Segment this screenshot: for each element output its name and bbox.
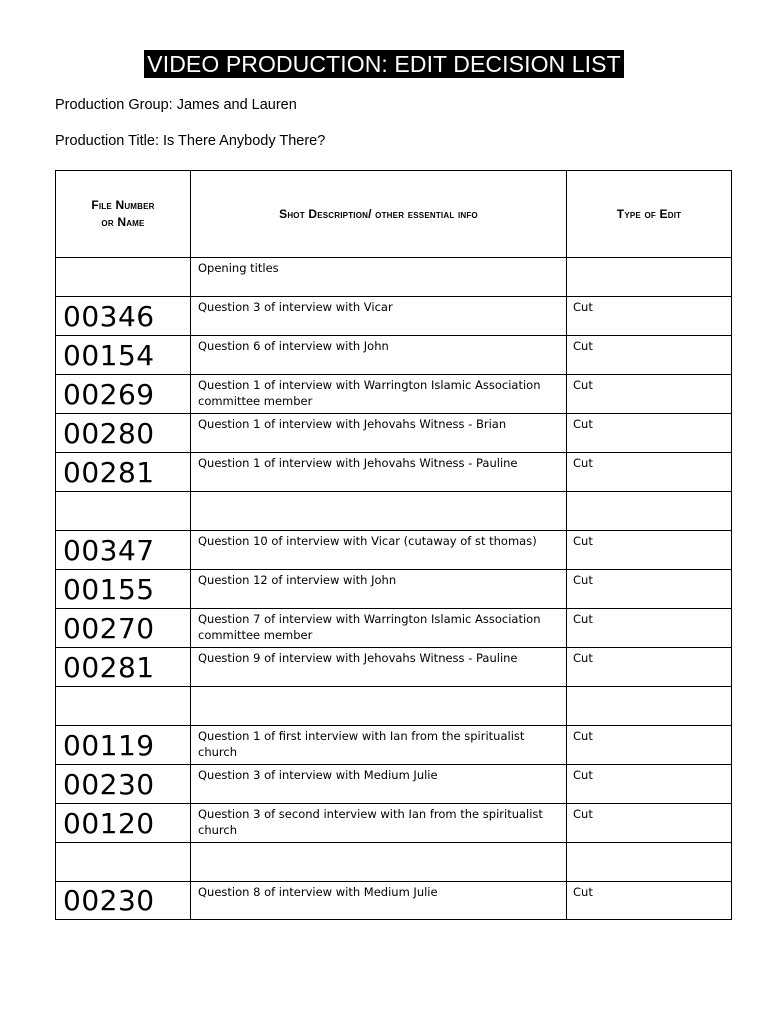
file-number-cell: [56, 843, 191, 882]
type-of-edit-cell: Cut: [567, 570, 732, 609]
header-shot-description: Shot Description/ other essential info: [191, 171, 567, 258]
type-of-edit-cell: [567, 843, 732, 882]
table-row: [56, 453, 732, 492]
file-number-cell: 00120: [56, 804, 191, 843]
file-number-cell: 00270: [56, 609, 191, 648]
shot-description-cell: Question 8 of interview with Medium Julie: [191, 882, 567, 920]
table-row: [56, 492, 732, 531]
file-number-cell: [56, 687, 191, 726]
table-row: [56, 648, 732, 687]
table-body: [56, 258, 732, 920]
production-group: Production Group: James and Lauren: [55, 97, 297, 113]
type-of-edit-cell: Cut: [567, 453, 732, 492]
shot-description-cell: Question 1 of interview with Jehovahs Witness - Brian: [191, 414, 567, 453]
title-wrap: [0, 50, 768, 78]
table-row: [56, 570, 732, 609]
shot-description-cell: [191, 687, 567, 726]
file-number-cell: 00154: [56, 336, 191, 375]
table-row: [56, 765, 732, 804]
type-of-edit-cell: Cut: [567, 882, 732, 920]
file-number-cell: [56, 492, 191, 531]
table-row: [56, 609, 732, 648]
type-of-edit-cell: Cut: [567, 375, 732, 414]
table-row: [56, 297, 732, 336]
file-number-cell: 00280: [56, 414, 191, 453]
type-of-edit-cell: [567, 492, 732, 531]
header-file-number-line1: File Number: [91, 198, 155, 212]
shot-description-cell: Question 6 of interview with John: [191, 336, 567, 375]
file-number-cell: 00230: [56, 765, 191, 804]
file-number-cell: 00281: [56, 648, 191, 687]
shot-description-cell: Question 1 of interview with Warrington Islamic Association committee member: [191, 375, 567, 414]
header-type-of-edit: Type of Edit: [567, 171, 732, 258]
production-title: Production Title: Is There Anybody There?: [55, 133, 326, 149]
file-number-cell: 00155: [56, 570, 191, 609]
type-of-edit-cell: Cut: [567, 804, 732, 843]
table-header-row: [56, 171, 732, 258]
shot-description-cell: Question 3 of second interview with Ian from the spiritualist church: [191, 804, 567, 843]
file-number-cell: 00119: [56, 726, 191, 765]
shot-description-cell: [191, 492, 567, 531]
header-file-number: [56, 171, 191, 258]
table-row: [56, 414, 732, 453]
table-row: [56, 882, 732, 920]
file-number-cell: 00269: [56, 375, 191, 414]
shot-description-cell: Question 3 of interview with Medium Julie: [191, 765, 567, 804]
header-file-number-line2: or Name: [101, 215, 145, 229]
shot-description-cell: Question 1 of first interview with Ian from the spiritualist church: [191, 726, 567, 765]
file-number-cell: 00281: [56, 453, 191, 492]
file-number-cell: [56, 258, 191, 297]
type-of-edit-cell: [567, 687, 732, 726]
file-number-cell: 00347: [56, 531, 191, 570]
type-of-edit-cell: [567, 258, 732, 297]
file-number-cell: 00230: [56, 882, 191, 920]
shot-description-cell: Question 1 of interview with Jehovahs Witness - Pauline: [191, 453, 567, 492]
table-row: [56, 843, 732, 882]
shot-description-cell: Question 12 of interview with John: [191, 570, 567, 609]
type-of-edit-cell: Cut: [567, 765, 732, 804]
shot-description-cell: Question 10 of interview with Vicar (cutaway of st thomas): [191, 531, 567, 570]
shot-description-cell: Question 9 of interview with Jehovahs Witness - Pauline: [191, 648, 567, 687]
shot-description-cell: Opening titles: [191, 258, 567, 297]
shot-description-cell: Question 7 of interview with Warrington Islamic Association committee member: [191, 609, 567, 648]
table-row: [56, 336, 732, 375]
type-of-edit-cell: Cut: [567, 336, 732, 375]
type-of-edit-cell: Cut: [567, 726, 732, 765]
type-of-edit-cell: Cut: [567, 414, 732, 453]
type-of-edit-cell: Cut: [567, 609, 732, 648]
document-title: VIDEO PRODUCTION: EDIT DECISION LIST: [144, 50, 623, 78]
type-of-edit-cell: Cut: [567, 648, 732, 687]
type-of-edit-cell: Cut: [567, 297, 732, 336]
shot-description-cell: Question 3 of interview with Vicar: [191, 297, 567, 336]
table-row: [56, 258, 732, 297]
type-of-edit-cell: Cut: [567, 531, 732, 570]
file-number-cell: 00346: [56, 297, 191, 336]
shot-description-cell: [191, 843, 567, 882]
table-row: [56, 375, 732, 414]
table-row: [56, 531, 732, 570]
table-row: [56, 804, 732, 843]
edit-decision-table: [55, 170, 732, 920]
table-row: [56, 687, 732, 726]
table-row: [56, 726, 732, 765]
